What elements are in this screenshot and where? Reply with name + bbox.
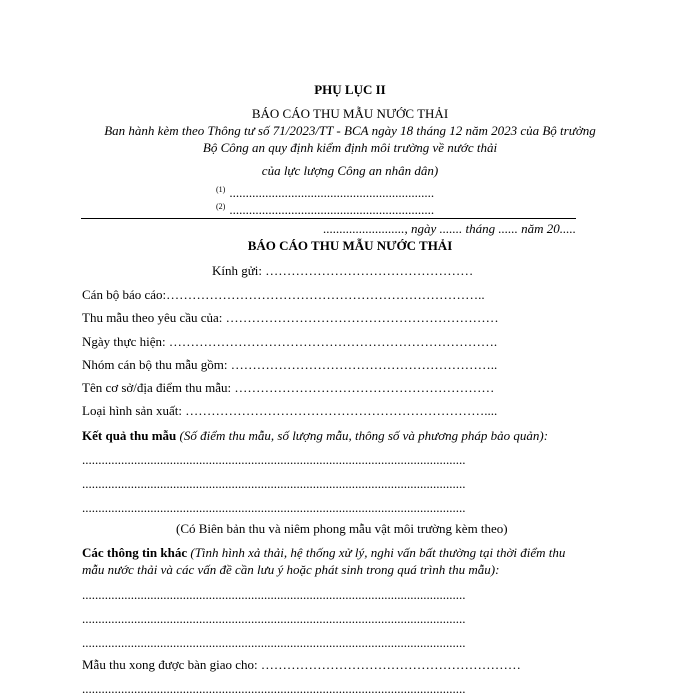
ket-qua-heading	[82, 428, 548, 444]
ket-qua-dots-2: ......................................................................................................................	[82, 476, 466, 491]
report-title: BÁO CÁO THU MẪU NƯỚC THẢI	[247, 238, 453, 253]
thong-tin-khac-label: Các thông tin khác	[82, 545, 188, 560]
thong-tin-khac-dots-3: ......................................................................................................................	[82, 635, 466, 650]
date-line: ........................., ngày ....... tháng ...... năm 20.....	[323, 221, 576, 236]
org-line-2	[216, 202, 434, 218]
ten-co-so-field: Tên cơ sở/địa điểm thu mẫu: ……………………………………………………	[82, 380, 495, 395]
ket-qua-dots-1: ......................................................................................................................	[82, 452, 466, 467]
nhom-can-bo-field: Nhóm cán bộ thu mẫu gồm: ……………………………………………………..	[82, 357, 498, 372]
thong-tin-khac-description-2: mẫu nước thải và các vấn đề cần lưu ý hoặc phát sinh trong quá trình thu mẫu):	[82, 562, 500, 577]
ket-qua-description: (Số điểm thu mẫu, số lượng mẫu, thông số và phương pháp bảo quản):	[176, 428, 549, 443]
subtitle-line-1: Ban hành kèm theo Thông tư số 71/2023/TT - BCA ngày 18 tháng 12 năm 2023 của Bộ trưởng	[104, 123, 596, 138]
thong-tin-khac-heading	[82, 545, 565, 561]
ban-giao-field: Mẫu thu xong được bàn giao cho: ……………………………………………………	[82, 657, 521, 672]
form-title: BÁO CÁO THU MẪU NƯỚC THẢI	[251, 106, 449, 121]
final-dots: ......................................................................................................................	[82, 681, 466, 696]
thu-mau-theo-yeu-cau-field: Thu mẫu theo yêu cầu của: ………………………………………………………	[82, 310, 499, 325]
ngay-thuc-hien-field: Ngày thực hiện: ………………………………………………………………….	[82, 334, 498, 349]
thong-tin-khac-description-1: (Tình hình xả thải, hệ thống xử lý, nghi vấn bất thường tại thời điểm thu	[187, 545, 566, 560]
ket-qua-label: Kết quả thu mẫu	[82, 428, 177, 443]
thong-tin-khac-dots-1: ......................................................................................................................	[82, 587, 466, 602]
kinh-gui-field: Kính gửi: …………………………………………	[212, 263, 474, 278]
header-divider	[81, 218, 576, 219]
can-bo-bao-cao-field: Cán bộ báo cáo:………………………………………………………………..	[82, 287, 485, 302]
org-line-1-number: (1)	[216, 184, 226, 194]
ket-qua-dots-3: ......................................................................................................................	[82, 500, 466, 515]
loai-hinh-san-xuat-field: Loại hình sản xuất: ……………………………………………………………....	[82, 403, 498, 418]
bien-ban-note: (Có Biên bản thu và niêm phong mẫu vật môi trường kèm theo)	[176, 521, 508, 536]
org-line-2-dots: ...............................................................	[229, 202, 435, 217]
subtitle-line-3: của lực lượng Công an nhân dân)	[261, 163, 439, 178]
subtitle-line-2: Bộ Công an quy định kiểm định môi trường về nước thải	[202, 140, 498, 155]
org-line-1	[216, 185, 434, 201]
org-line-2-number: (2)	[216, 201, 226, 211]
thong-tin-khac-dots-2: ......................................................................................................................	[82, 611, 466, 626]
appendix-heading: PHỤ LỤC II	[314, 82, 386, 97]
org-line-1-dots: ...............................................................	[229, 185, 435, 200]
